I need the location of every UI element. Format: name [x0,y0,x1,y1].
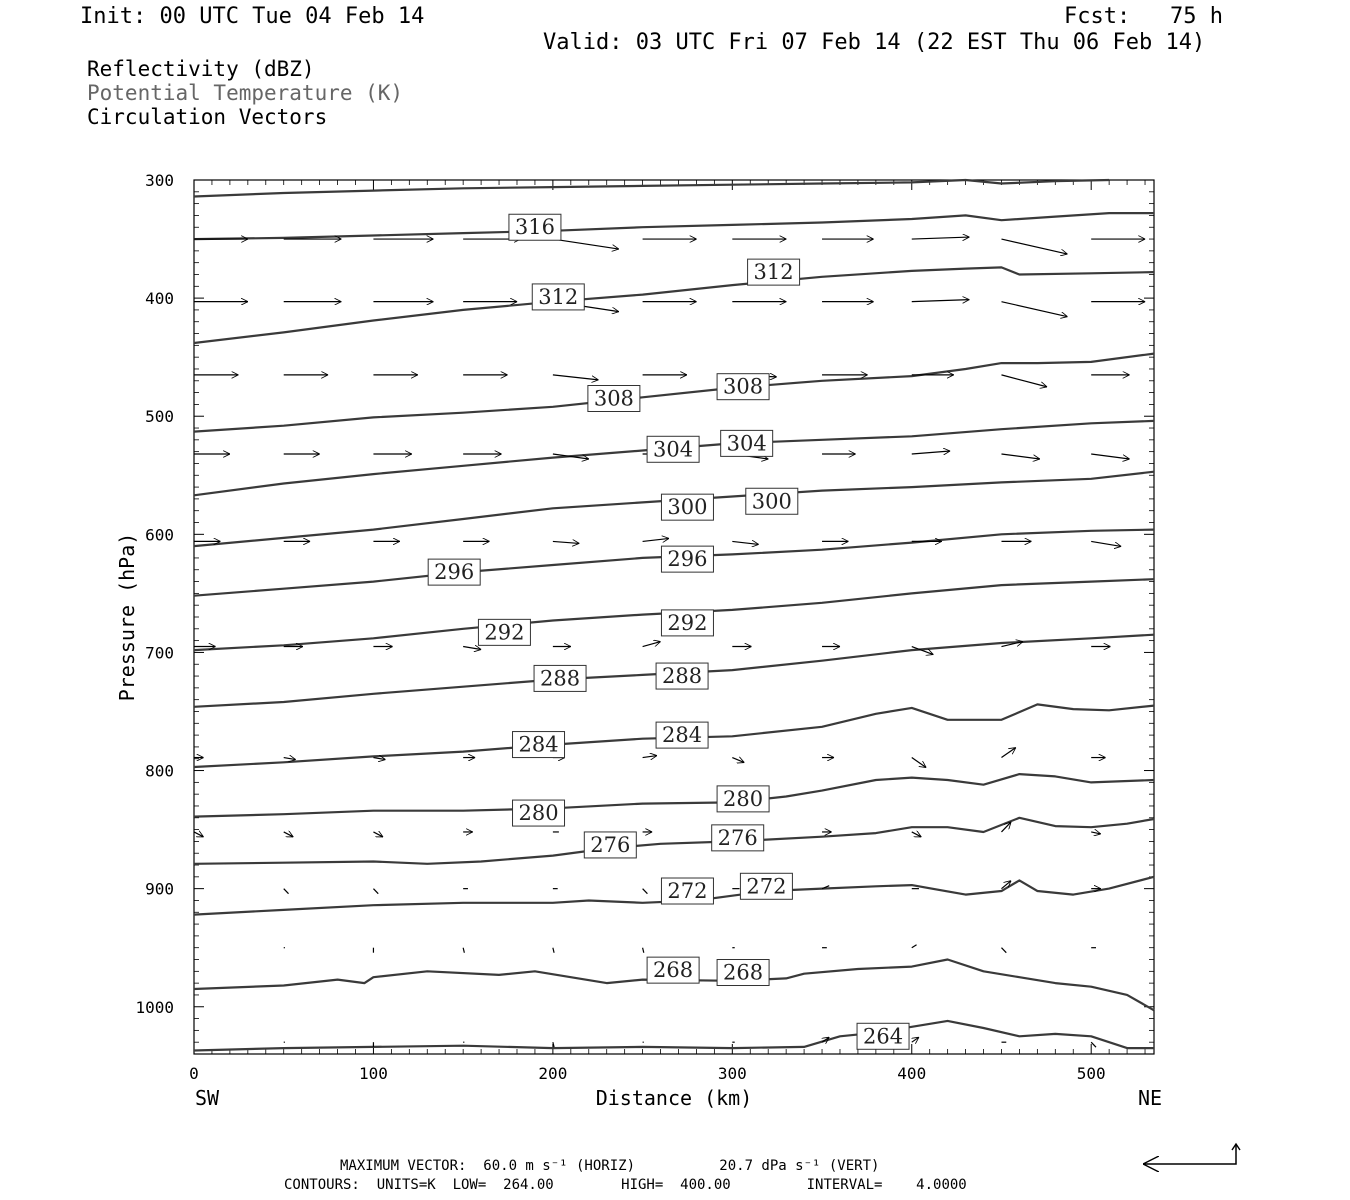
svg-text:268: 268 [723,960,764,985]
circulation-vector [463,948,464,953]
svg-text:312: 312 [753,260,794,285]
x-tick-label: 100 [358,1064,388,1083]
contour-label-308 [717,374,769,400]
init-time-label: Init: 00 UTC Tue 04 Feb 14 [80,4,425,29]
svg-text:308: 308 [593,386,634,411]
svg-text:288: 288 [662,664,703,689]
circulation-vector [912,300,970,302]
contour-label-268 [647,957,699,983]
circulation-vector [643,538,669,541]
circulation-vector [1001,454,1039,459]
contour-label-296 [428,559,480,585]
y-tick-label: 1000 [135,997,174,1017]
contour-label-284 [656,722,708,748]
x-tick-label: 300 [717,1064,747,1083]
svg-text:292: 292 [667,610,708,635]
x-tick-label: 400 [897,1064,927,1083]
circulation-vector [194,832,204,837]
circulation-vector [1091,1042,1096,1047]
circulation-vector [1001,948,1006,953]
circulation-vector [1091,832,1101,834]
x-endpoint-right: NE [1138,1086,1163,1110]
legend-field-potential-temperature: Potential Temperature (K) [87,81,404,105]
contour-label-264 [857,1023,909,1049]
circulation-vector [553,541,579,543]
contour-label-304 [647,436,699,462]
circulation-vector [373,889,378,894]
valid-time-label: Valid: 03 UTC Fri 07 Feb 14 (22 EST Thu 06 Feb 14) [543,30,1206,55]
circulation-vector [912,451,950,454]
theta-contour-276 [194,818,1154,864]
svg-text:276: 276 [717,825,758,850]
circulation-vector [643,642,661,647]
contour-label-284 [513,732,565,758]
contour-label-304 [721,430,773,456]
y-tick-label: 500 [145,407,174,427]
circulation-vector [284,832,294,837]
theta-contour-320 [194,180,1109,197]
y-tick-label: 700 [145,643,174,663]
circulation-vector [284,758,296,760]
svg-text:312: 312 [538,284,579,309]
y-tick-label: 900 [145,879,174,899]
circulation-vector [373,758,385,760]
svg-text:296: 296 [434,560,475,585]
svg-text:280: 280 [518,801,559,826]
svg-text:284: 284 [518,732,559,757]
contour-label-292 [661,610,713,636]
x-axis-title: Distance (km) [595,1086,753,1110]
circulation-vector [912,758,926,768]
circulation-vector [732,758,744,763]
contour-label-288 [656,663,708,689]
svg-text:304: 304 [726,431,767,456]
y-tick-label: 600 [145,525,174,545]
x-tick-label: 200 [538,1064,568,1083]
circulation-vector [1001,239,1067,254]
contour-label-296 [661,546,713,572]
contour-label-300 [661,494,713,520]
contour-label-312 [532,284,584,310]
circulation-vector [373,832,383,837]
theta-contour-280 [194,774,1154,817]
svg-text:300: 300 [667,495,708,520]
svg-text:268: 268 [653,958,694,983]
contour-label-276 [584,832,636,858]
y-axis-title: Pressure (hPa) [115,532,139,702]
circulation-vector [732,541,758,544]
circulation-vector [643,889,648,894]
theta-contour-264 [194,1021,1154,1051]
svg-text:276: 276 [590,832,631,857]
contour-label-288 [534,665,586,691]
legend-field-circulation-vectors: Circulation Vectors [87,105,328,129]
svg-text:264: 264 [862,1024,904,1049]
circulation-vector [912,832,922,837]
contour-label-316 [509,214,561,240]
forecast-hour-label: Fcst: 75 h [1064,4,1223,29]
contours-info-line: CONTOURS: UNITS=K LOW= 264.00 HIGH= 400.00 INTERVAL= 4.0000 [284,1177,967,1193]
svg-text:288: 288 [540,666,581,691]
contour-label-272 [740,873,792,899]
circulation-vector [912,237,970,239]
circulation-vector [1001,375,1047,387]
legend-field-reflectivity: Reflectivity (dBZ) [87,57,315,81]
x-endpoint-left: SW [195,1086,220,1110]
contour-label-312 [748,259,800,285]
circulation-vector [284,889,289,894]
circulation-vector [643,756,657,758]
reference-vector-arrow [1143,1144,1240,1164]
max-vector-line: MAXIMUM VECTOR: 60.0 m s⁻¹ (HORIZ) 20.7 dPa s⁻¹ (VERT) [340,1158,880,1174]
svg-text:300: 300 [751,489,792,514]
circulation-vector [1001,748,1015,758]
svg-text:280: 280 [723,786,764,811]
theta-contour-316 [194,213,1154,239]
circulation-vector [553,375,599,380]
circulation-vector [1091,541,1121,546]
contour-labels [428,214,909,1049]
y-tick-label: 400 [145,289,174,309]
contour-label-268 [717,960,769,986]
contour-label-272 [661,878,713,904]
x-tick-label: 0 [189,1064,199,1083]
circulation-vector [1091,454,1129,459]
contour-label-276 [712,825,764,851]
svg-text:308: 308 [723,374,764,399]
contour-label-300 [746,488,798,514]
svg-text:284: 284 [662,723,703,748]
theta-contour-312 [194,267,1154,343]
svg-text:272: 272 [746,874,787,899]
circulation-vector [912,945,917,948]
y-tick-label: 300 [145,171,174,190]
y-tick-label: 800 [145,761,174,781]
circulation-vector [643,948,644,953]
contour-label-308 [588,386,640,412]
circulation-vector [553,948,554,953]
tick-labels [135,171,1105,1083]
circulation-vector [553,239,619,249]
x-tick-label: 500 [1076,1064,1106,1083]
theta-contour-308 [194,354,1154,432]
contour-label-292 [478,619,530,645]
svg-text:304: 304 [653,437,694,462]
circulation-vector [463,647,481,650]
contour-label-280 [717,786,769,812]
svg-text:296: 296 [667,547,708,572]
svg-text:316: 316 [514,215,555,240]
svg-text:272: 272 [667,879,708,904]
contour-label-280 [513,800,565,826]
svg-text:292: 292 [484,620,525,645]
circulation-vector [912,1037,919,1042]
circulation-vector [1001,302,1067,317]
